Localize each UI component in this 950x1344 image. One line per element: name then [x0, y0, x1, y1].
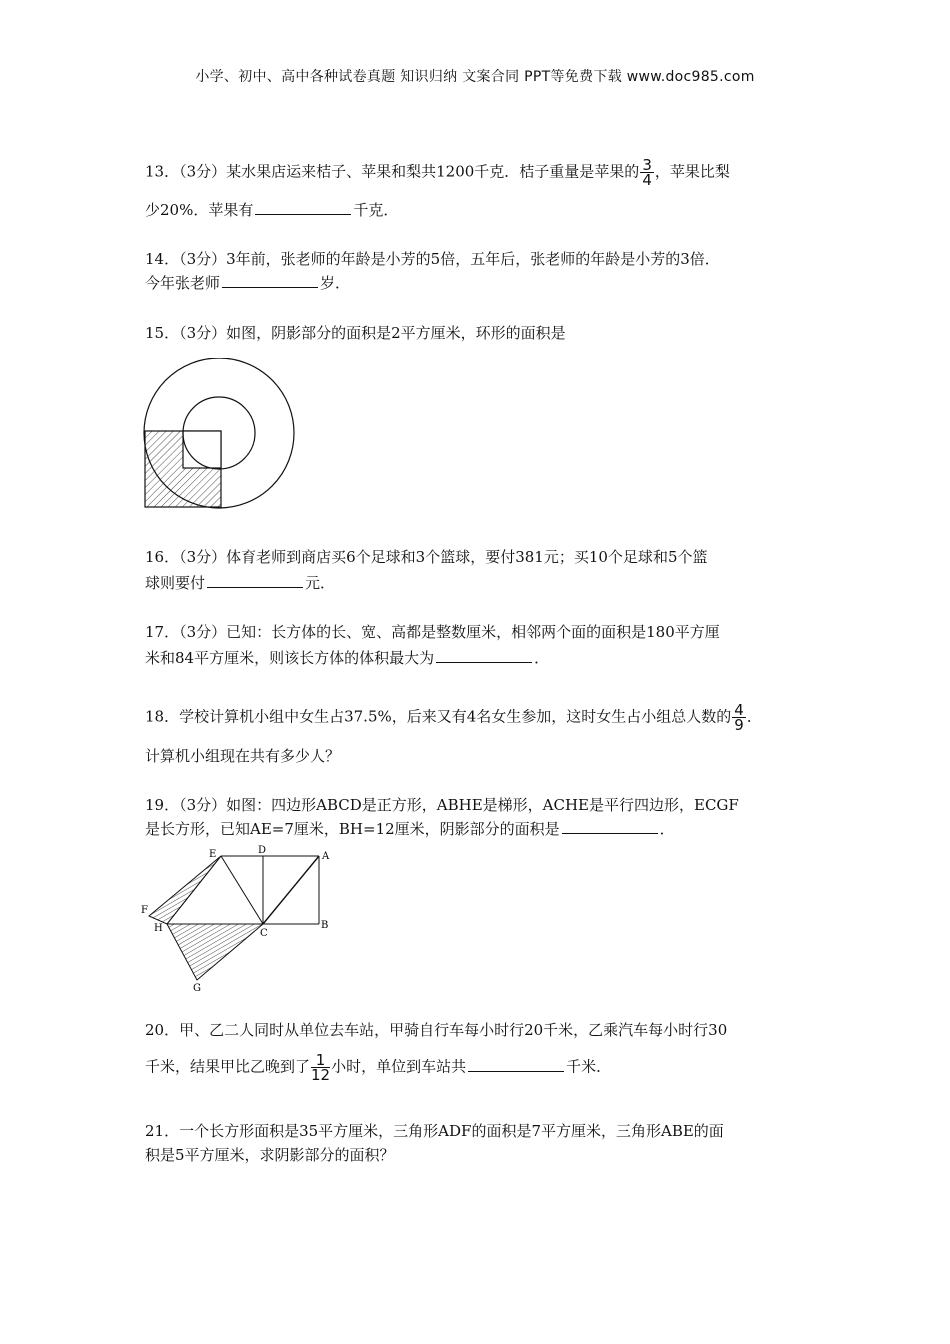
q19-answer-blank[interactable]	[562, 819, 658, 834]
question-13-line1	[145, 158, 805, 187]
question-20-line1: 20．甲、乙二人同时从单位去车站，甲骑自行车每小时行20千米，乙乘汽车每小时行30	[145, 1021, 728, 1039]
question-21-line2: 积是5平方厘米，求阴影部分的面积？	[145, 1146, 395, 1164]
question-20-line2	[145, 1053, 805, 1082]
q13-frac-num: 3	[642, 156, 652, 174]
q18-frac-den: 9	[734, 716, 744, 734]
label-F: F	[141, 905, 148, 916]
question-18-line2: 计算机小组现在共有多少人？	[145, 747, 341, 765]
q14-text-a: 今年张老师	[145, 274, 221, 292]
question-21-line1: 21．一个长方形面积是35平方厘米，三角形ADF的面积是7平方厘米，三角形ABE的面	[145, 1122, 724, 1140]
q20-fraction	[311, 1053, 330, 1082]
label-B: B	[321, 920, 329, 931]
q13-text-d: 千克．	[353, 201, 399, 219]
q20-frac-den: 12	[311, 1066, 331, 1084]
q14-text-b: 岁．	[320, 274, 351, 292]
geometry-figure-abcd	[140, 842, 340, 994]
q20-frac-num: 1	[311, 1053, 330, 1068]
q16-answer-blank[interactable]	[207, 573, 303, 588]
q13-text-a: 13．（3分）某水果店运来桔子、苹果和梨共1200千克．桔子重量是苹果的	[145, 162, 640, 181]
question-19-line2	[145, 819, 805, 839]
q18-text-a: 18．学校计算机小组中女生占37.5%，后来又有4名女生参加，这时女生占小组总人数的	[145, 707, 732, 726]
question-19-line1: 19．（3分）如图：四边形ABCD是正方形，ABHE是梯形，ACHE是平行四边形，ECGF	[145, 796, 739, 814]
q19-text-b: ．	[659, 820, 675, 838]
q14-answer-blank[interactable]	[222, 273, 318, 288]
label-C: C	[260, 928, 268, 939]
q13-answer-blank[interactable]	[255, 200, 351, 215]
question-17-line2	[145, 648, 805, 668]
page-header: 小学、初中、高中各种试卷真题 知识归纳 文案合同 PPT等免费下载 www.doc985.com	[195, 69, 755, 85]
q19-text-a: 是长方形，已知AE=7厘米，BH=12厘米，阴影部分的面积是	[145, 820, 560, 838]
q20-text-b: 小时，单位到车站共	[331, 1057, 467, 1076]
q13-frac-den: 4	[642, 171, 652, 189]
question-13-line2	[145, 200, 805, 220]
q20-answer-blank[interactable]	[468, 1057, 564, 1072]
q17-answer-blank[interactable]	[436, 648, 532, 663]
label-D: D	[258, 845, 267, 856]
q13-fraction	[640, 158, 654, 187]
shaded-triangle-upper	[149, 856, 221, 924]
small-square	[183, 431, 221, 468]
q13-text-c: 少20%．苹果有	[145, 201, 254, 219]
label-H: H	[154, 923, 163, 934]
q17-text-a: 米和84平方厘米，则该长方体的体积最大为	[145, 649, 435, 667]
question-16-line2	[145, 573, 805, 593]
q20-text-c: 千米．	[566, 1057, 612, 1076]
q18-fraction	[732, 703, 746, 732]
q16-text-a: 球则要付	[145, 574, 206, 592]
question-15-line1: 15．（3分）如图，阴影部分的面积是2平方厘米，环形的面积是	[145, 324, 566, 342]
q13-text-b: ，苹果比梨	[654, 162, 730, 181]
q18-text-b: ．	[746, 707, 762, 726]
question-18-line1	[145, 703, 825, 732]
question-14-line2	[145, 273, 805, 293]
q17-text-b: ．	[534, 649, 550, 667]
question-17-line1: 17．（3分）已知：长方体的长、宽、高都是整数厘米，相邻两个面的面积是180平方厘	[145, 623, 720, 641]
question-16-line1: 16．（3分）体育老师到商店买6个足球和3个篮球，要付381元；买10个足球和5个篮	[145, 548, 708, 566]
label-G: G	[193, 983, 201, 994]
q16-text-b: 元．	[305, 574, 336, 592]
label-E: E	[209, 849, 217, 860]
label-A: A	[322, 851, 330, 862]
q20-text-a: 千米，结果甲比乙晚到了	[145, 1057, 311, 1076]
ring-figure	[140, 358, 300, 513]
question-14-line1: 14．（3分）3年前，张老师的年龄是小芳的5倍，五年后，张老师的年龄是小芳的3倍．	[145, 250, 720, 268]
q18-frac-num: 4	[734, 701, 744, 719]
shaded-triangle-lower	[167, 924, 263, 980]
